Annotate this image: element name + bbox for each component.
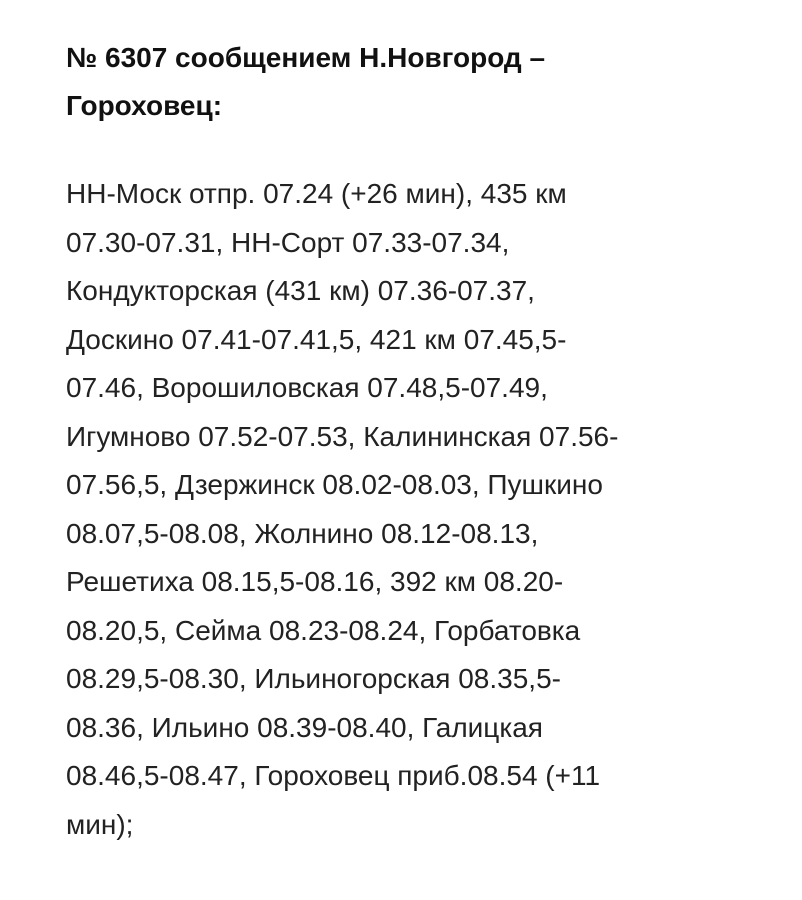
document-content	[66, 34, 766, 849]
train-title: № 6307 сообщением Н.Новгород – Гороховец:	[66, 42, 546, 121]
train-schedule-text: НН-Моск отпр. 07.24 (+26 мин), 435 км 07.30-07.31, НН-Сорт 07.33-07.34, Кондукторская (431 км) 07.36-07.37, Доскино 07.41-07.41,5, 421 км 07.45,5- 07.46, Ворошиловская 07.48,5-07.49, Игумново 07.52-07.53, Калининская 07.56- 07.56,5, Дзержинск 08.02-08.03, Пушкино 08.07,5-08.08, Жолнино 08.12-08.13, Решетиха 08.15,5-08.16, 392 км 08.20- 08.20,5, Сейма 08.23-08.24, Горбатовка 08.29,5-08.30, Ильиногорская 08.35,5- 08.36, Ильино 08.39-08.40, Галицкая 08.46,5-08.47, Гороховец приб.08.54 (+11 мин);	[66, 178, 619, 840]
